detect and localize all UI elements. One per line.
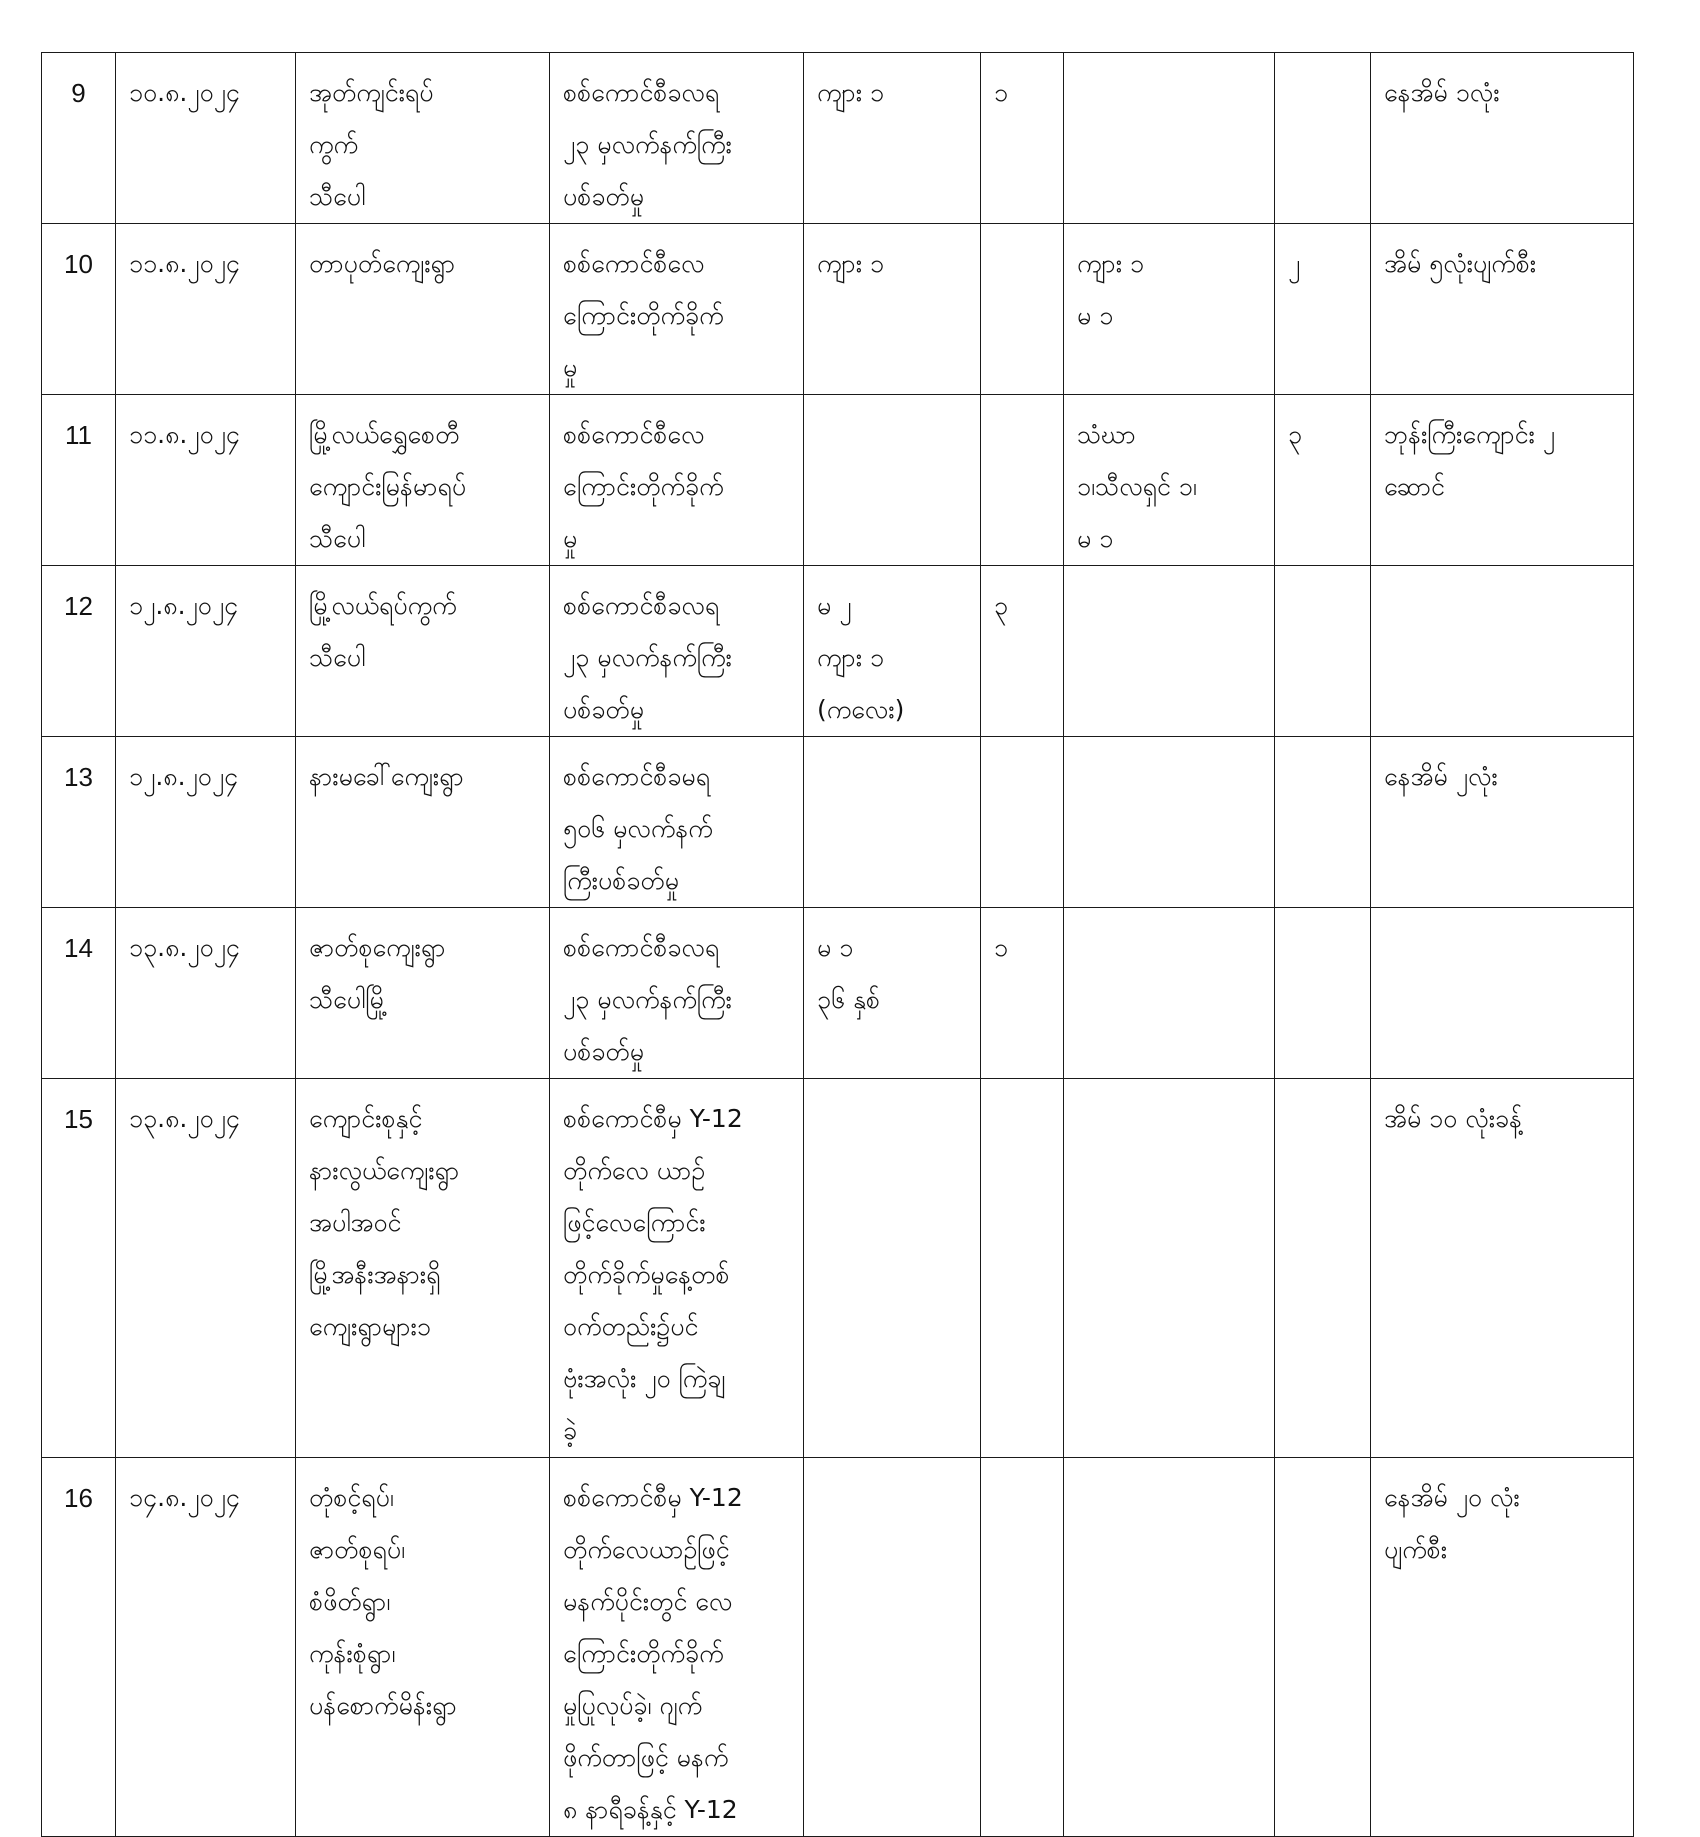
row-number: 9: [42, 53, 116, 224]
dead-cell: မ ၂ ကျား ၁ (ကလေး): [804, 566, 981, 737]
damage-cell: [1371, 908, 1634, 1079]
damage-cell: နေအိမ် ၁လုံး: [1371, 53, 1634, 224]
location-cell: မြို့လယ်ရပ်ကွက် သီပေါ: [296, 566, 550, 737]
injured-cell: [1064, 1458, 1275, 1837]
injured-total-cell: [1275, 1458, 1371, 1837]
incident-cell: စစ်ကောင်စီလေ ကြောင်းတိုက်ခိုက် မှု: [550, 395, 804, 566]
dead-cell: [804, 1079, 981, 1458]
table-row: [42, 1079, 1634, 1458]
injured-total-cell: [1275, 737, 1371, 908]
damage-cell: ဘုန်းကြီးကျောင်း ၂ ဆောင်: [1371, 395, 1634, 566]
damage-cell: နေအိမ် ၂၀ လုံး ပျက်စီး: [1371, 1458, 1634, 1837]
table-row: [42, 737, 1634, 908]
injured-cell: ကျား ၁ မ ၁: [1064, 224, 1275, 395]
incident-cell: စစ်ကောင်စီခလရ ၂၃ မှလက်နက်ကြီး ပစ်ခတ်မှု: [550, 908, 804, 1079]
dead-cell: ကျား ၁: [804, 53, 981, 224]
row-number: 13: [42, 737, 116, 908]
dead-cell: [804, 737, 981, 908]
location-cell: နားမခေါ်ကျေးရွာ: [296, 737, 550, 908]
dead-total-cell: ၁: [981, 53, 1064, 224]
table-row: [42, 224, 1634, 395]
injured-total-cell: [1275, 53, 1371, 224]
injured-cell: သံဃာ ၁၊သီလရှင် ၁၊ မ ၁: [1064, 395, 1275, 566]
date-cell: ၁၁.၈.၂၀၂၄: [116, 395, 296, 566]
table-row: [42, 908, 1634, 1079]
injured-total-cell: ၃: [1275, 395, 1371, 566]
incident-table: [41, 52, 1634, 1837]
location-cell: တာပုတ်ကျေးရွာ: [296, 224, 550, 395]
dead-total-cell: [981, 395, 1064, 566]
dead-cell: [804, 1458, 981, 1837]
dead-total-cell: ၃: [981, 566, 1064, 737]
injured-total-cell: [1275, 908, 1371, 1079]
dead-total-cell: [981, 1458, 1064, 1837]
row-number: 14: [42, 908, 116, 1079]
date-cell: ၁၂.၈.၂၀၂၄: [116, 566, 296, 737]
incident-cell: စစ်ကောင်စီလေ ကြောင်းတိုက်ခိုက် မှု: [550, 224, 804, 395]
row-number: 16: [42, 1458, 116, 1837]
date-cell: ၁၃.၈.၂၀၂၄: [116, 1079, 296, 1458]
injured-total-cell: ၂: [1275, 224, 1371, 395]
injured-cell: [1064, 566, 1275, 737]
row-number: 12: [42, 566, 116, 737]
dead-total-cell: ၁: [981, 908, 1064, 1079]
injured-cell: [1064, 53, 1275, 224]
damage-cell: နေအိမ် ၂လုံး: [1371, 737, 1634, 908]
row-number: 10: [42, 224, 116, 395]
injured-total-cell: [1275, 566, 1371, 737]
injured-cell: [1064, 737, 1275, 908]
date-cell: ၁၀.၈.၂၀၂၄: [116, 53, 296, 224]
incident-cell: စစ်ကောင်စီခမရ ၅၀၆ မှလက်နက် ကြီးပစ်ခတ်မှု: [550, 737, 804, 908]
incident-cell: စစ်ကောင်စီမှ Y-12 တိုက်လေယာဉ်ဖြင့် မနက်ပိုင်းတွင် လေ ကြောင်းတိုက်ခိုက် မှုပြုလုပ်ခဲ့၊ ဂျက် ဖိုက်တာဖြင့် မနက် ၈ နာရီခန့်နှင့် Y-12: [550, 1458, 804, 1837]
table-row: [42, 1458, 1634, 1837]
table-row: [42, 395, 1634, 566]
injured-cell: [1064, 1079, 1275, 1458]
damage-cell: အိမ် ၁၀ လုံးခန့်: [1371, 1079, 1634, 1458]
location-cell: ကျောင်းစုနှင့် နားလွယ်ကျေးရွာ အပါအဝင် မြို့အနီးအနားရှိ ကျေးရွာများ၁: [296, 1079, 550, 1458]
damage-cell: [1371, 566, 1634, 737]
location-cell: အုတ်ကျင်းရပ် ကွက် သီပေါ: [296, 53, 550, 224]
date-cell: ၁၂.၈.၂၀၂၄: [116, 737, 296, 908]
date-cell: ၁၁.၈.၂၀၂၄: [116, 224, 296, 395]
injured-cell: [1064, 908, 1275, 1079]
row-number: 15: [42, 1079, 116, 1458]
date-cell: ၁၄.၈.၂၀၂၄: [116, 1458, 296, 1837]
incident-cell: စစ်ကောင်စီခလရ ၂၃ မှလက်နက်ကြီး ပစ်ခတ်မှု: [550, 566, 804, 737]
date-cell: ၁၃.၈.၂၀၂၄: [116, 908, 296, 1079]
location-cell: ဇာတ်စုကျေးရွာ သီပေါမြို့: [296, 908, 550, 1079]
dead-total-cell: [981, 737, 1064, 908]
table-row: [42, 566, 1634, 737]
location-cell: မြို့လယ်ရွှေစေတီ ကျောင်းမြန်မာရပ် သီပေါ: [296, 395, 550, 566]
dead-total-cell: [981, 1079, 1064, 1458]
dead-total-cell: [981, 224, 1064, 395]
row-number: 11: [42, 395, 116, 566]
injured-total-cell: [1275, 1079, 1371, 1458]
table-row: [42, 53, 1634, 224]
dead-cell: [804, 395, 981, 566]
dead-cell: ကျား ၁: [804, 224, 981, 395]
incident-cell: စစ်ကောင်စီခလရ ၂၃ မှလက်နက်ကြီး ပစ်ခတ်မှု: [550, 53, 804, 224]
location-cell: တုံစင့်ရပ်၊ ဇာတ်စုရပ်၊ စံဖိတ်ရွာ၊ ကုန်းစုံရွာ၊ ပန်စောက်မိန်းရွာ: [296, 1458, 550, 1837]
dead-cell: မ ၁ ၃၆ နှစ်: [804, 908, 981, 1079]
damage-cell: အိမ် ၅လုံးပျက်စီး: [1371, 224, 1634, 395]
incident-cell: စစ်ကောင်စီမှ Y-12 တိုက်လေ ယာဉ် ဖြင့်လေကြောင်း တိုက်ခိုက်မှုနေ့တစ် ဝက်တည်း၌ပင် ဗုံးအလုံး ၂၀ ကြဲချ ခဲ့: [550, 1079, 804, 1458]
